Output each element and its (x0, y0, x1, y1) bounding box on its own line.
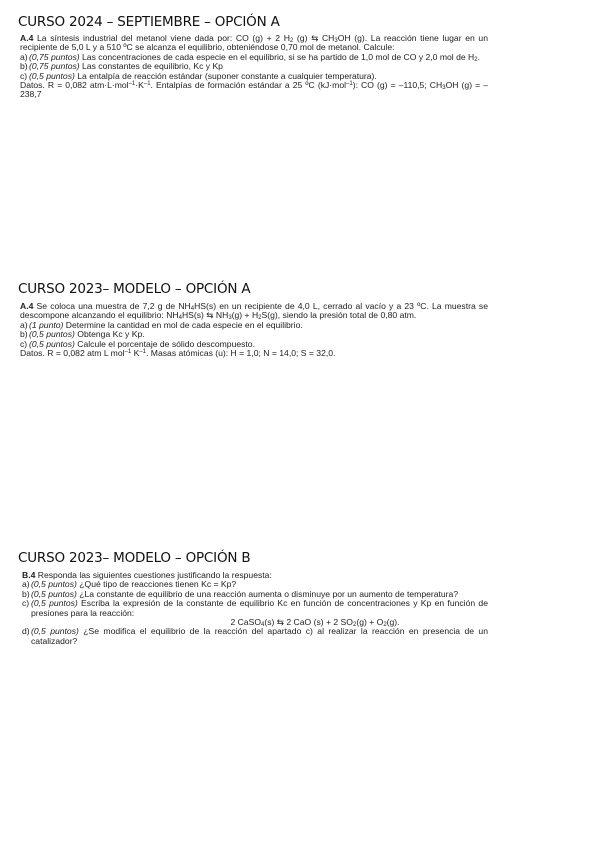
points: (0,75 puntos) (29, 61, 80, 72)
problem-statement: A.4 La síntesis industrial del metanol viene dada por: CO (g) + 2 $H_2$ (g) ⇆ $CH_3OH$ (g). La reacción tiene lugar en un recipiente de 5,0 L y a 510 ºC se alcanza el equilibrio, obteniéndose 0,70 mol de metanol. Calcule: (20, 33, 488, 53)
points: (0,5 puntos) (31, 598, 78, 609)
section-title: CURSO 2023– MODELO – OPCIÓN B (18, 550, 251, 566)
problem-a4-2023 (20, 302, 488, 358)
question-number: A.4 (20, 33, 34, 43)
problem-statement: A.4 Se coloca una muestra de 7,2 g de $NH_4HS(s)$ en un recipiente de 4,0 L, cerrado al vacío y a 23 ºC. La muestra se descompone alcanzando el equilibrio: $NH_4HS(s)$ ⇆ $NH_3(g) + H_2S(g)$, siendo la presión total de 0,80 atm. (20, 301, 488, 322)
question-number: A.4 (20, 301, 34, 311)
part-d: d) (0,5 puntos) ¿Se modifica el equilibrio de la reacción del apartado c) al realizar la reacción en presencia de un catalizador? (22, 626, 488, 646)
part-a: a) (0,75 puntos) Las concentraciones de cada especie en el equilibrio, si se ha partido de 1,0 mol de CO y 2,0 mol de $H_2$. (20, 51, 480, 63)
section-title: CURSO 2023– MODELO – OPCIÓN A (18, 281, 251, 297)
points: (0,5 puntos) (31, 588, 77, 599)
data-line: Datos. R = 0,082 atm L mol$^{-1}$ $K^{-1}$. Masas atómicas (u): H = 1,0; N = 14,0; S = 32,0. (20, 348, 336, 359)
points: (0,5 puntos) (29, 70, 75, 81)
part-a: a) (0,5 puntos) ¿Qué tipo de reacciones tienen Kc = Kp? (22, 579, 237, 590)
problem-statement: B.4 Responda las siguientes cuestiones justificando la respuesta: (22, 570, 272, 580)
question-number: B.4 (22, 570, 36, 580)
part-b: b) (0,5 puntos) Obtenga Kc y Kp. (20, 329, 145, 340)
part-c: c) (0,5 puntos) La entalpía de reacción estándar (suponer constante a cualquier temperatura). (20, 70, 377, 81)
points: (0,5 puntos) (29, 329, 75, 340)
problem-b4-2023 (22, 571, 488, 646)
points: (0,75 puntos) (29, 51, 80, 62)
part-b: b) (0,5 puntos) ¿La constante de equilibrio de una reacción aumenta o disminuye por un aumento de temperatura? (22, 588, 459, 599)
points: (0,5 puntos) (31, 579, 77, 590)
points: (0,5 puntos) (29, 338, 75, 349)
reaction-equation: 2 CaSO$_4$(s) ⇆ 2 CaO (s) + 2 $SO_2(g) + O_2(g)$. (230, 617, 400, 629)
points: (0,5 puntos) (31, 626, 79, 637)
data-line: Datos. R = 0,082 $atm\cdot L\cdot mol^{-1}\cdot K^{-1}$. Entalpías de formación estándar a 25 ºC (kJ·mol$^{-1}$): CO (g) = –110,5; $CH_3OH$ (g) = –238,7 (20, 80, 489, 100)
part-b: b) (0,75 puntos) Las constantes de equilibrio, Kc y Kp (20, 61, 223, 72)
part-c: c) (0,5 puntos) Calcule el porcentaje de sólido descompuesto. (20, 338, 255, 349)
points: (1 punto) (29, 319, 64, 330)
section-title: CURSO 2024 – SEPTIEMBRE – OPCIÓN A (18, 14, 280, 30)
part-c: c) (0,5 puntos) Escriba la expresión de la constante de equilibrio Kc en función de concentraciones y Kp en función de presiones para la reacción: (22, 598, 488, 618)
problem-a4-2024 (20, 34, 488, 100)
part-a: a) (1 punto) Determine la cantidad en mol de cada especie en el equilibrio. (20, 319, 303, 330)
